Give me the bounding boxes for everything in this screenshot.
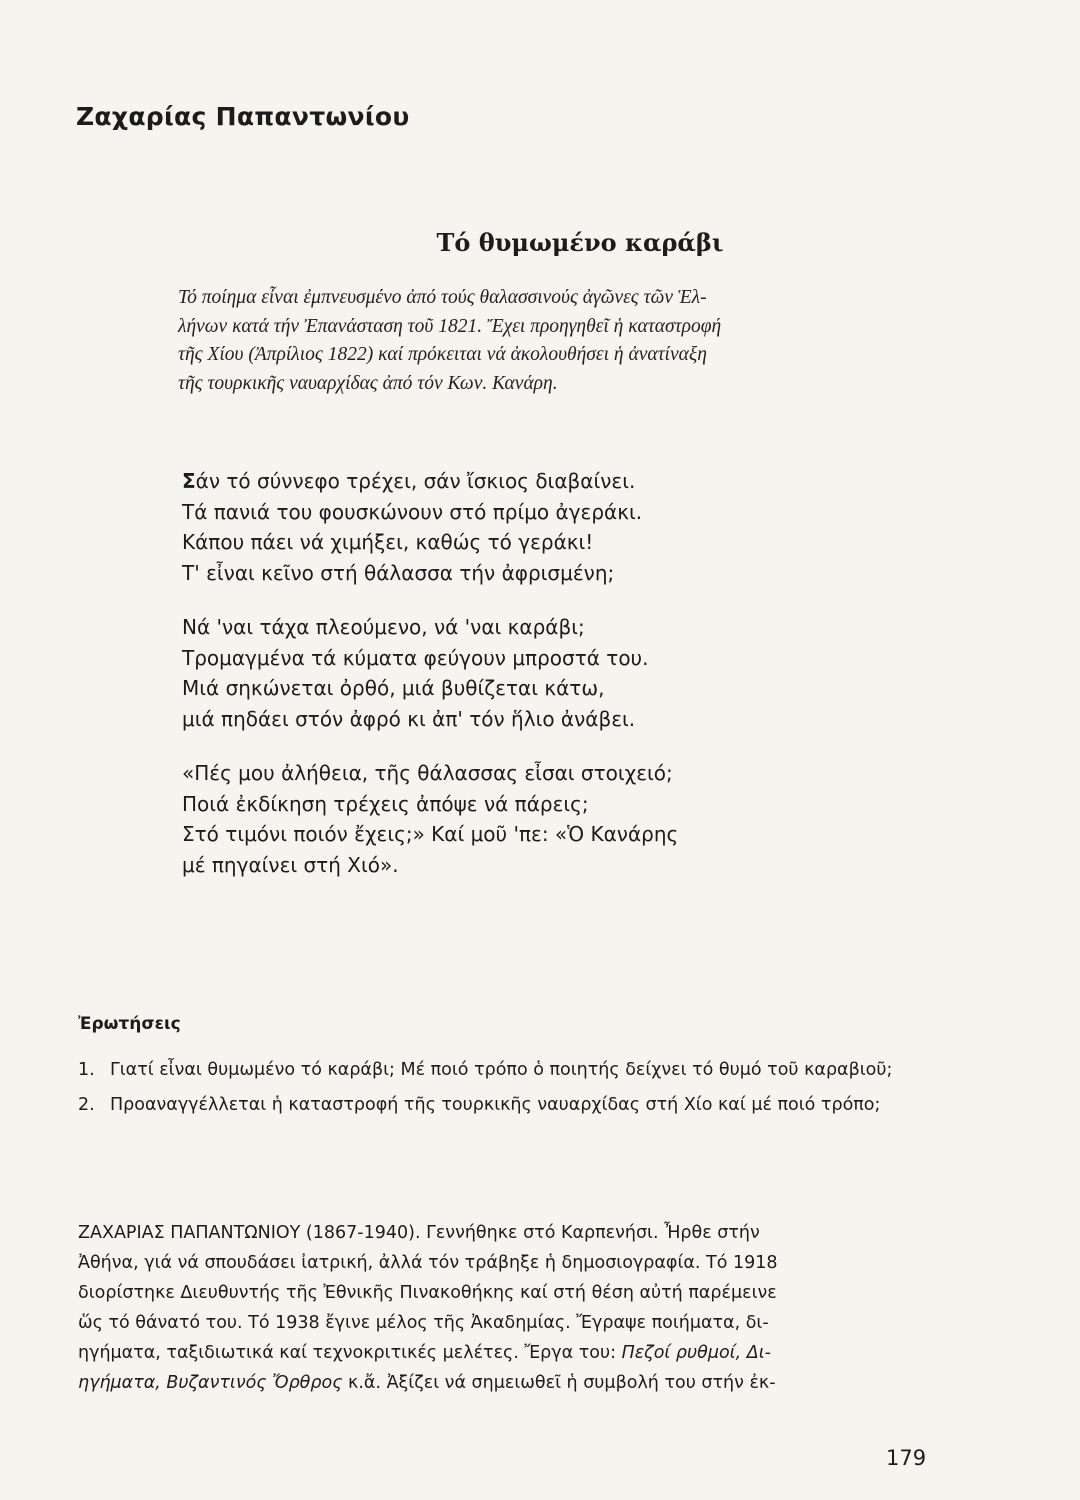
poem-body [182,466,882,904]
bio-line: διορίστηκε Διευθυντής τῆς Ἐθνικῆς Πινακοθήκης καί στή θέση αὐτή παρέμεινε [78,1283,777,1303]
questions-list [78,1058,958,1128]
question-text: Προαναγγέλλεται ἡ καταστροφή τῆς τουρκικῆς ναυαρχίδας στή Χίο καί μέ ποιό τρόπο; [110,1095,881,1115]
poem-line: Κάπου πάει νά χιμήξει, καθώς τό γεράκι! [182,530,594,554]
question-text: Γιατί εἶναι θυμωμένο τό καράβι; Μέ ποιό τρόπο ὁ ποιητής δείχνει τό θυμό τοῦ καραβιοῦ; [110,1060,893,1080]
poem-line: Στό τιμόνι ποιόν ἔχεις;» Καί μοῦ 'πε: «Ὁ Κανάρης [182,822,679,846]
poem-line: Ποιά ἐκδίκηση τρέχεις ἀπόψε νά πάρεις; [182,791,589,816]
poem-line: Τ' εἶναι κεῖνο στή θάλασσα τήν ἀφρισμένη; [182,560,615,585]
stanza-3 [182,758,882,880]
author-biography [78,1218,948,1398]
poem-line: Τρομαγμένα τά κύματα φεύγουν μπροστά του. [182,645,649,670]
question-number: 1. [78,1060,95,1080]
bio-text: ηγήματα, ταξιδιωτικά καί τεχνοκριτικές μελέτες. Ἔργα του: [78,1343,622,1363]
poem-introduction [178,284,938,398]
page-number: 179 [886,1446,927,1470]
stanza-2 [182,612,882,734]
question-item [78,1058,958,1083]
bio-text: κ.ἄ. Ἀξίζει νά σημειωθεῖ ἡ συμβολή του στήν ἐκ- [342,1373,776,1393]
drop-cap: Σ [182,469,196,493]
poem-title: Τό θυμωμένο καράβι [436,228,724,257]
bio-line [78,1368,948,1398]
intro-line: τῆς Χίου (Ἀπρίλιος 1822) καί πρόκειται νά ἀκολουθήσει ἡ ἀνατίναξη [178,344,707,365]
bio-line [78,1338,948,1368]
bio-line: ὥς τό θάνατό του. Τό 1938 ἔγινε μέλος τῆς Ἀκαδημίας. Ἔγραψε ποιήματα, δι- [78,1313,769,1333]
author-heading: Ζαχαρίας Παπαντωνίου [76,102,410,131]
intro-line: τῆς τουρκικῆς ναυαρχίδας ἀπό τόν Κων. Κανάρη. [178,372,558,394]
bio-works-italic: Πεζοί ρυθμοί, Δι- [621,1343,771,1363]
intro-line: Τό ποίημα εἶναι ἐμπνευσμένο ἀπό τούς θαλασσινούς ἀγῶνες τῶν Ἑλ- [178,287,707,308]
poem-line [182,466,882,497]
poem-line: μιά πηδάει στόν ἀφρό κι ἀπ' τόν ἥλιο ἀνάβει. [182,706,636,731]
bio-works-italic: ηγήματα, Βυζαντινός Ὄρθρος [78,1373,343,1393]
poem-line-text: άν τό σύννεφο τρέχει, σάν ἴσκιος διαβαίνει. [195,469,636,493]
bio-line: Ἀθήνα, γιά νά σπουδάσει ἰατρική, ἀλλά τόν τράβηξε ἡ δημοσιογραφία. Τό 1918 [78,1253,778,1273]
poem-line: Τά πανιά του φουσκώνουν στό πρίμο ἀγεράκι. [182,499,643,524]
intro-line: λήνων κατά τήν Ἐπανάσταση τοῦ 1821. Ἔχει προηγηθεῖ ἡ καταστροφή [178,315,722,337]
poem-line: μέ πηγαίνει στή Χιό». [182,852,399,877]
bio-line: ΖΑΧΑΡΙΑΣ ΠΑΠΑΝΤΩΝΙΟΥ (1867-1940). Γεννήθηκε στό Καρπενήσι. Ἦρθε στήν [78,1223,760,1243]
questions-heading: Ἐρωτήσεις [78,1014,181,1034]
question-item [78,1093,958,1118]
question-number: 2. [78,1095,95,1115]
poem-line: Μιά σηκώνεται ὀρθό, μιά βυθίζεται κάτω, [182,676,605,700]
poem-line: «Πές μου ἀλήθεια, τῆς θάλασσας εἶσαι στοιχειό; [182,761,673,785]
stanza-1 [182,466,882,588]
poem-line: Νά 'ναι τάχα πλεούμενο, νά 'ναι καράβι; [182,615,585,639]
